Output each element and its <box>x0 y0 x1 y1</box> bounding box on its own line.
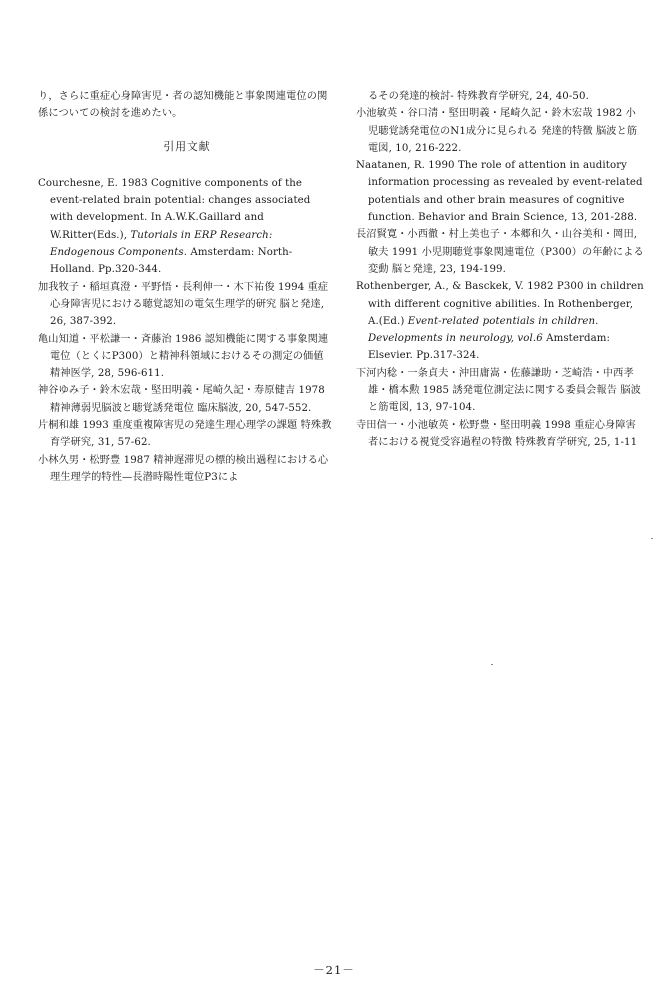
reference-entry <box>38 382 336 417</box>
intro-paragraph: り，さらに重症心身障害児・者の認知機能と事象関連電位の関係についての検討を進めたい。 <box>38 91 328 120</box>
reference-entry <box>38 417 336 452</box>
scan-speck <box>651 538 653 539</box>
reference-text: Amsterdam: North-Holland. Pp.320-344. <box>50 247 293 276</box>
reference-text: 長沼賢寛・小西徹・村上美也子・本郷和久・山谷美和・岡田,敏夫 1991 小児期聴覚事象関連電位（P300）の年齢による変動 脳と発達, 23, 194-199. <box>356 229 644 275</box>
right-reference-list <box>356 88 646 451</box>
reference-entry <box>38 331 336 383</box>
page-number: －21－ <box>313 963 355 977</box>
reference-text: 下河内稔・一条貞夫・沖田庸嵩・佐藤謙助・芝崎浩・中西孝雄・橋本勲 1985 誘発電位測定法に関する委員会報告 脳波と筋電図, 13, 97-104. <box>356 367 641 414</box>
reference-text: Naatanen, R. 1990 The role of attention in auditory information processing as revealed by event-related potentials and other brain measures of cognitive function. Behavior and Brain Science, 13, 201-288. <box>356 160 643 224</box>
reference-entry <box>356 417 646 452</box>
reference-text: 神谷ゆみ子・鈴木宏哉・堅田明義・尾崎久記・寿原健吉 1978 精神薄弱児脳波と聴覚誘発電位 臨床脳波, 20, 547-552. <box>38 385 325 414</box>
reference-text: 寺田信一・小池敏英・松野豊・堅田明義 1998 重症心身障害者における視覚受容過程の特徴 特殊教育学研究, 25, 1-11 <box>356 419 638 448</box>
reference-entry <box>356 226 646 278</box>
reference-title-italic: Event-related potentials in children. Developments in neurology, vol.6 <box>368 315 599 345</box>
reference-text: Amsterdam: Elsevier. Pp.317-324. <box>368 333 611 362</box>
reference-entry <box>38 279 336 331</box>
reference-entry <box>356 365 646 417</box>
reference-title-italic: Tutorials in ERP Research: Endogenous Components. <box>50 229 273 259</box>
reference-entry <box>356 88 646 105</box>
right-column <box>356 88 646 451</box>
scan-speck <box>491 664 493 665</box>
reference-entry <box>356 157 646 226</box>
reference-entry <box>38 175 336 279</box>
left-column <box>38 88 336 486</box>
reference-text: 片桐和雄 1993 重度重複障害児の発達生理心理学の課題 特殊教育学研究, 31, 57-62. <box>38 420 332 449</box>
reference-entry <box>38 452 336 487</box>
reference-entry <box>356 278 646 364</box>
left-reference-list <box>38 175 336 486</box>
reference-entry <box>356 105 646 157</box>
reference-text: 小林久男・松野豊 1987 精神遅滞児の標的検出過程における心理生理学的特性—長潜時陽性電位P3によ <box>38 454 329 483</box>
references-heading: 引用文献 <box>163 139 211 153</box>
reference-text: Rothenberger, A., & Basckek, V. 1982 P300 in children with different cognitive abilities. In Rothenberger, A.(Ed.) <box>356 281 644 327</box>
reference-text: 亀山知道・平松謙一・斉藤治 1986 認知機能に関する事象関連電位（とくにP300）と精神科領域におけるその測定の価値 精神医学, 28, 596-611. <box>38 333 329 380</box>
reference-text: Courchesne, E. 1983 Cognitive components of the event-related brain potential: changes associated with development. In A.W.K.Gaillard and W.Ritter(Eds.), <box>38 177 311 241</box>
reference-text: 小池敏英・谷口清・堅田明義・尾崎久記・鈴木宏哉 1982 小児聴覚誘発電位のN1成分に見られる 発達的特徴 脳波と筋電図, 10, 216-222. <box>356 108 638 154</box>
reference-text: 加我牧子・稲垣真澄・平野悟・長利伸一・木下祐俊 1994 重症心身障害児における聴覚認知の電気生理学的研究 脳と発達, 26, 387-392. <box>38 281 329 328</box>
reference-text: るその発達的検討- 特殊教育学研究, 24, 40-50. <box>368 91 589 102</box>
